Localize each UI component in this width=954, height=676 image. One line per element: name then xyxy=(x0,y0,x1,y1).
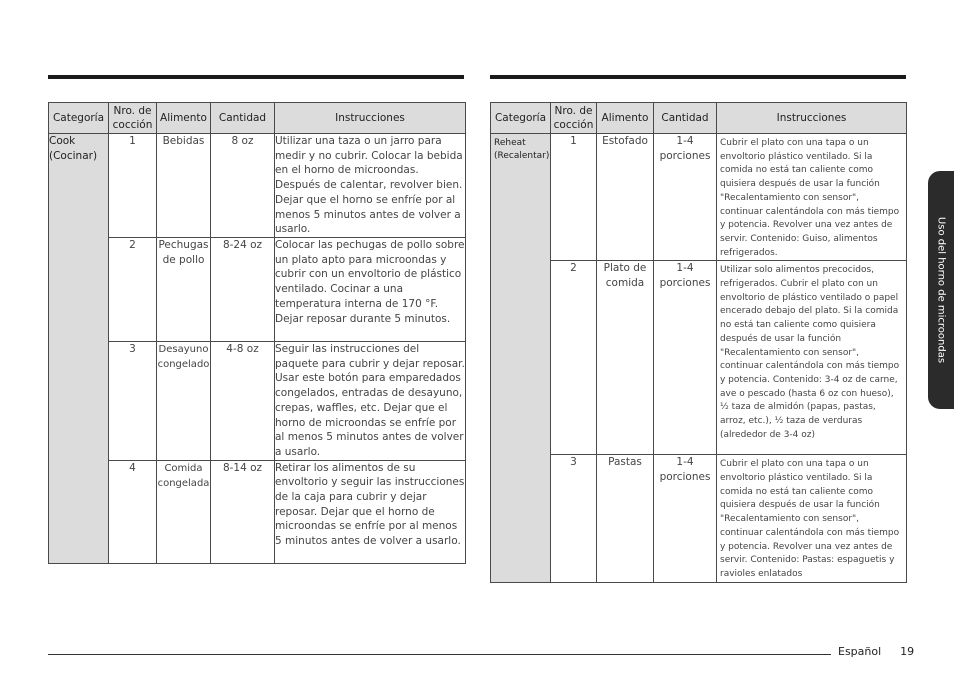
food-name: Comida congelada xyxy=(157,460,211,563)
food-name: Desayuno congelado xyxy=(157,342,211,461)
instructions: Cubrir el plato con una tapa o un envoltorio plástico ventilado. Si la comida no está tan caliente como quisiera después de usar la función "Recalentamiento con sensor", continuar calentándola con más tiempo y potencia. Revolver una vez antes de servir. Contenido: Guiso, alimentos refrigerados. xyxy=(717,134,907,261)
header-category: Categoría xyxy=(49,103,109,134)
page-footer xyxy=(838,645,914,658)
category-cell: Cook (Cocinar) xyxy=(49,134,109,564)
table-row xyxy=(49,460,466,563)
table-row xyxy=(491,455,907,582)
section-divider-right xyxy=(490,75,906,79)
reheat-table xyxy=(490,102,907,583)
header-instructions: Instrucciones xyxy=(275,103,466,134)
food-name: Plato de comida xyxy=(597,261,654,455)
cook-number: 2 xyxy=(109,238,157,342)
food-name: Pastas xyxy=(597,455,654,582)
category-cell: Reheat (Recalentar) xyxy=(491,134,551,583)
instructions: Utilizar solo alimentos precocidos, refrigerados. Cubrir el plato con un envoltorio de plástico ventilado o papel encerado debajo del plato. Si la comida no está tan caliente como quisiera después de usar la función "Recalentamiento con sensor", continuar calentándola con más tiempo y potencia. Contenido: 3-4 oz de carne, ave o pescado (hasta 6 oz con hueso), ½ taza de almidón (papas, pastas, arroz, etc.), ½ taza de verduras (alrededor de 3-4 oz) xyxy=(717,261,907,455)
header-cook-number: Nro. de cocción xyxy=(109,103,157,134)
header-cook-number: Nro. de cocción xyxy=(551,103,597,134)
cook-number: 2 xyxy=(551,261,597,455)
instructions: Retirar los alimentos de su envoltorio y seguir las instrucciones de la caja para cubrir y dejar reposar. Dejar que el horno de microondas se enfríe por al menos 5 minutos antes de volver a usarlo. xyxy=(275,460,466,563)
footer-language: Español xyxy=(838,645,882,658)
section-divider-left xyxy=(48,75,464,79)
cook-table xyxy=(48,102,466,564)
table-row xyxy=(491,134,907,261)
header-food: Alimento xyxy=(157,103,211,134)
header-quantity: Cantidad xyxy=(654,103,717,134)
food-name: Bebidas xyxy=(157,134,211,238)
quantity: 1-4 porciones xyxy=(654,134,717,261)
instructions: Cubrir el plato con una tapa o un envoltorio plástico ventilado. Si la comida no está tan caliente como quisiera después de usar la función "Recalentamiento con sensor", continuar calentándola con más tiempo y potencia. Revolver una vez antes de servir. Contenido: Pastas: espaguetis y ravioles enlatados xyxy=(717,455,907,582)
footer-divider xyxy=(48,654,831,655)
table-row xyxy=(491,261,907,455)
cook-number: 4 xyxy=(109,460,157,563)
quantity: 1-4 porciones xyxy=(654,455,717,582)
quantity: 4-8 oz xyxy=(211,342,275,461)
table-header-row xyxy=(49,103,466,134)
table-row xyxy=(49,342,466,461)
quantity: 1-4 porciones xyxy=(654,261,717,455)
instructions: Utilizar una taza o un jarro para medir y no cubrir. Colocar la bebida en el horno de microondas. Después de calentar, revolver bien. Dejar que el horno se enfríe por al menos 5 minutos antes de volver a usarlo. xyxy=(275,134,466,238)
cook-number: 3 xyxy=(551,455,597,582)
header-food: Alimento xyxy=(597,103,654,134)
cook-number: 3 xyxy=(109,342,157,461)
header-instructions: Instrucciones xyxy=(717,103,907,134)
section-side-tab-label: Uso del horno de microondas xyxy=(935,216,947,364)
header-quantity: Cantidad xyxy=(211,103,275,134)
table-header-row xyxy=(491,103,907,134)
cook-number: 1 xyxy=(109,134,157,238)
quantity: 8-24 oz xyxy=(211,238,275,342)
table-row xyxy=(49,134,466,238)
food-name: Estofado xyxy=(597,134,654,261)
quantity: 8 oz xyxy=(211,134,275,238)
instructions: Colocar las pechugas de pollo sobre un plato apto para microondas y cubrir con un envoltorio de plástico ventilado. Cocinar a una temperatura interna de 170 °F. Dejar reposar durante 5 minutos. xyxy=(275,238,466,342)
cook-number: 1 xyxy=(551,134,597,261)
instructions: Seguir las instrucciones del paquete para cubrir y dejar reposar. Usar este botón para emparedados congelados, entradas de desayuno, crepas, waffles, etc. Dejar que el horno de microondas se enfríe por al menos 5 minutos antes de volver a usarlo. xyxy=(275,342,466,461)
page-number: 19 xyxy=(900,645,915,658)
table-row xyxy=(49,238,466,342)
header-category: Categoría xyxy=(491,103,551,134)
quantity: 8-14 oz xyxy=(211,460,275,563)
food-name: Pechugas de pollo xyxy=(157,238,211,342)
